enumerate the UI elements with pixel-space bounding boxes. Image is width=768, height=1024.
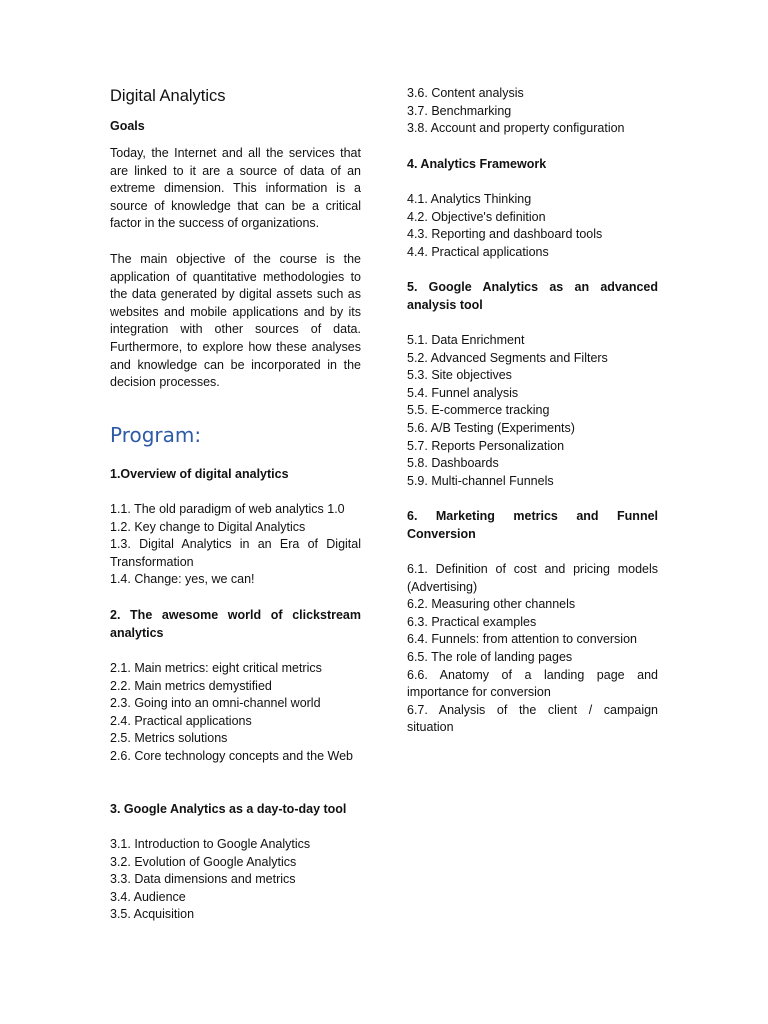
section-2-heading: 2. The awesome world of clickstream analytics bbox=[110, 608, 361, 640]
list-item: 5.8. Dashboards bbox=[407, 456, 499, 471]
section-5-list bbox=[407, 332, 658, 490]
list-item: 6.4. Funnels: from attention to conversion bbox=[407, 632, 637, 647]
list-item: 2.4. Practical applications bbox=[110, 713, 252, 728]
section-4-list bbox=[407, 191, 658, 261]
section-6-heading: 6. Marketing metrics and Funnel Conversion bbox=[407, 509, 658, 541]
document-title: Digital Analytics bbox=[110, 87, 226, 105]
list-item: 1.2. Key change to Digital Analytics bbox=[110, 519, 306, 534]
section-1-list bbox=[110, 501, 361, 589]
list-item: 4.2. Objective's definition bbox=[407, 209, 546, 224]
program-heading: Program: bbox=[110, 423, 202, 447]
list-item: 5.9. Multi-channel Funnels bbox=[407, 473, 554, 488]
list-item: 5.1. Data Enrichment bbox=[407, 333, 525, 347]
list-item: 2.1. Main metrics: eight critical metrics bbox=[110, 661, 322, 675]
list-item: 3.6. Content analysis bbox=[407, 86, 524, 100]
list-item: 5.2. Advanced Segments and Filters bbox=[407, 350, 608, 365]
list-item: 2.6. Core technology concepts and the Web bbox=[110, 748, 353, 763]
goals-heading: Goals bbox=[110, 119, 145, 133]
list-item: 5.3. Site objectives bbox=[407, 368, 512, 383]
section-3-list-part-1 bbox=[110, 836, 361, 924]
list-item: 6.3. Practical examples bbox=[407, 614, 537, 629]
list-item: 5.4. Funnel analysis bbox=[407, 385, 519, 400]
list-item: 5.7. Reports Personalization bbox=[407, 438, 565, 453]
list-item: 6.7. Analysis of the client / campaign situation bbox=[407, 702, 658, 735]
list-item: 6.1. Definition of cost and pricing models (Advertising) bbox=[407, 562, 658, 594]
list-item: 3.1. Introduction to Google Analytics bbox=[110, 837, 311, 851]
section-6-list bbox=[407, 561, 658, 737]
list-item: 2.5. Metrics solutions bbox=[110, 731, 228, 746]
list-item: 5.6. A/B Testing (Experiments) bbox=[407, 420, 575, 435]
list-item: 4.1. Analytics Thinking bbox=[407, 192, 532, 206]
section-3-heading: 3. Google Analytics as a day-to-day tool bbox=[110, 802, 347, 816]
section-4-heading: 4. Analytics Framework bbox=[407, 157, 547, 171]
section-1-heading: 1.Overview of digital analytics bbox=[110, 467, 289, 481]
list-item: 4.4. Practical applications bbox=[407, 244, 549, 259]
list-item: 1.3. Digital Analytics in an Era of Digital Transformation bbox=[110, 537, 361, 569]
list-item: 3.7. Benchmarking bbox=[407, 103, 512, 118]
list-item: 2.3. Going into an omni-channel world bbox=[110, 696, 321, 711]
section-5-heading: 5. Google Analytics as an advanced analysis tool bbox=[407, 280, 658, 312]
section-3-list-part-2 bbox=[407, 85, 658, 138]
list-item: 3.2. Evolution of Google Analytics bbox=[110, 854, 297, 869]
list-item: 3.5. Acquisition bbox=[110, 907, 195, 922]
list-item: 6.5. The role of landing pages bbox=[407, 649, 573, 664]
list-item: 1.1. The old paradigm of web analytics 1.0 bbox=[110, 502, 345, 516]
list-item: 3.3. Data dimensions and metrics bbox=[110, 872, 296, 887]
list-item: 3.8. Account and property configuration bbox=[407, 121, 625, 136]
list-item: 3.4. Audience bbox=[110, 889, 186, 904]
list-item: 6.2. Measuring other channels bbox=[407, 597, 576, 612]
list-item: 5.5. E-commerce tracking bbox=[407, 403, 550, 418]
list-item: 4.3. Reporting and dashboard tools bbox=[407, 227, 603, 242]
goals-paragraph-1: Today, the Internet and all the services that are linked to it are a source of data of an extreme dimension. This information is a source of knowledge that can be a critical factor in the success of organizations. bbox=[110, 146, 361, 231]
list-item: 2.2. Main metrics demystified bbox=[110, 678, 272, 693]
list-item: 1.4. Change: yes, we can! bbox=[110, 572, 255, 587]
list-item: 6.6. Anatomy of a landing page and importance for conversion bbox=[407, 667, 658, 700]
section-2-list bbox=[110, 660, 361, 766]
goals-paragraph-2: The main objective of the course is the application of quantitative methodologies to the data generated by digital assets such as websites and mobile applications and by its integration with other sources of data. Furthermore, to explore how these analyses and knowledge can be incorporated in the decision processes. bbox=[110, 252, 361, 390]
